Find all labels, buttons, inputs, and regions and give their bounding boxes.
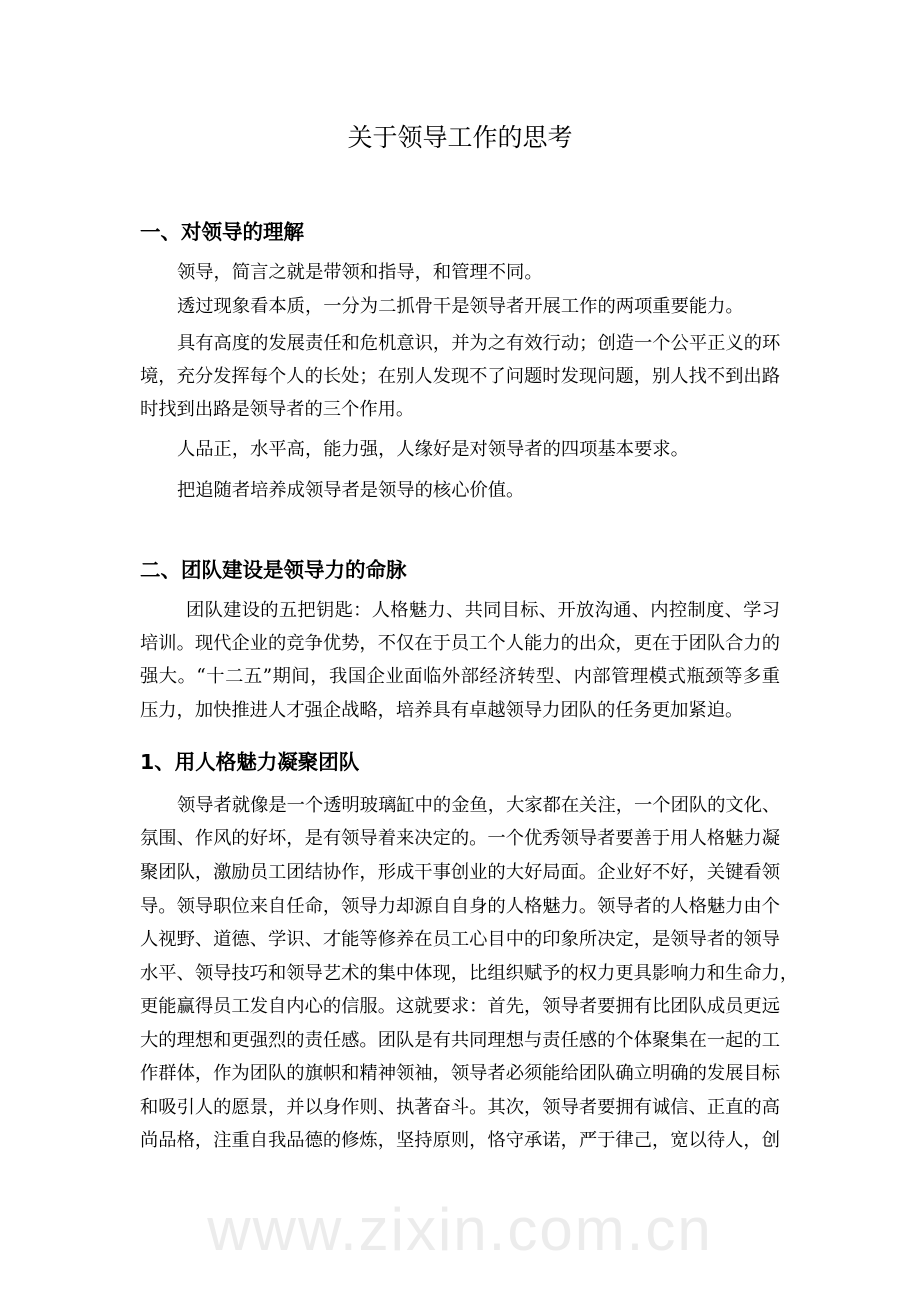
paragraph-line: 时找到出路是领导者的三个作用。: [140, 399, 415, 420]
paragraph-line: 大的理想和更强烈的责任感。团队是有共同理想与责任感的个体聚集在一起的工: [140, 1030, 780, 1051]
paragraph-line: 境，充分发挥每个人的长处；在别人发现不了问题时发现问题，别人找不到出路: [140, 366, 780, 387]
section-heading-2: 二、团队建设是领导力的命脉: [140, 558, 407, 582]
paragraph-line: 氛围、作风的好坏，是有领导着来决定的。一个优秀领导者要善于用人格魅力凝: [140, 828, 780, 849]
paragraph-line: 和吸引人的愿景，并以身作则、执著奋斗。其次，领导者要拥有诚信、正直的高: [140, 1097, 780, 1118]
paragraph-line: 强大。“十二五”期间，我国企业面临外部经济转型、内部管理模式瓶颈等多重: [140, 666, 780, 687]
paragraph-line: 作群体，作为团队的旗帜和精神领袖，领导者必须能给团队确立明确的发展目标: [140, 1063, 780, 1084]
paragraph-line: 水平、领导技巧和领导艺术的集中体现，比组织赋予的权力更具影响力和生命力，: [140, 963, 799, 984]
document-title: 关于领导工作的思考: [347, 123, 573, 152]
paragraph-line: 人品正，水平高，能力强，人缘好是对领导者的四项基本要求。: [177, 439, 689, 460]
paragraph-line: 压力，加快推进人才强企战略，培养具有卓越领导力团队的任务更加紧迫。: [140, 700, 744, 721]
watermark: www.zixin.com.cn: [207, 1196, 713, 1263]
paragraph-line: 聚团队，激励员工团结协作，形成干事创业的大好局面。企业好不好，关键看领: [140, 862, 780, 883]
paragraph-line: 更能赢得员工发自内心的信服。这就要求：首先，领导者要拥有比团队成员更远: [140, 996, 780, 1017]
paragraph-line: 领导，简言之就是带领和指导，和管理不同。: [177, 262, 543, 283]
paragraph-line: 透过现象看本质，一分为二抓骨干是领导者开展工作的两项重要能力。: [177, 296, 744, 317]
paragraph-line: 领导者就像是一个透明玻璃缸中的金鱼，大家都在关注，一个团队的文化、: [177, 795, 781, 816]
paragraph-line: 团队建设的五把钥匙：人格魅力、共同目标、开放沟通、内控制度、学习: [186, 600, 780, 621]
paragraph-line: 导。领导职位来自任命，领导力却源自自身的人格魅力。领导者的人格魅力由个: [140, 896, 780, 917]
subsection-heading-1: 1、用人格魅力凝聚团队: [140, 750, 360, 774]
paragraph-line: 把追随者培养成领导者是领导的核心价值。: [177, 480, 525, 501]
paragraph-line: 人视野、道德、学识、才能等修养在员工心目中的印象所决定，是领导者的领导: [140, 929, 780, 950]
section-heading-1: 一、对领导的理解: [140, 220, 304, 244]
paragraph-line: 尚品格，注重自我品德的修炼，坚持原则，恪守承诺，严于律己，宽以待人，创: [140, 1130, 780, 1151]
paragraph-line: 培训。现代企业的竞争优势，不仅在于员工个人能力的出众，更在于团队合力的: [140, 633, 780, 654]
paragraph-line: 具有高度的发展责任和危机意识，并为之有效行动；创造一个公平正义的环: [177, 333, 781, 354]
